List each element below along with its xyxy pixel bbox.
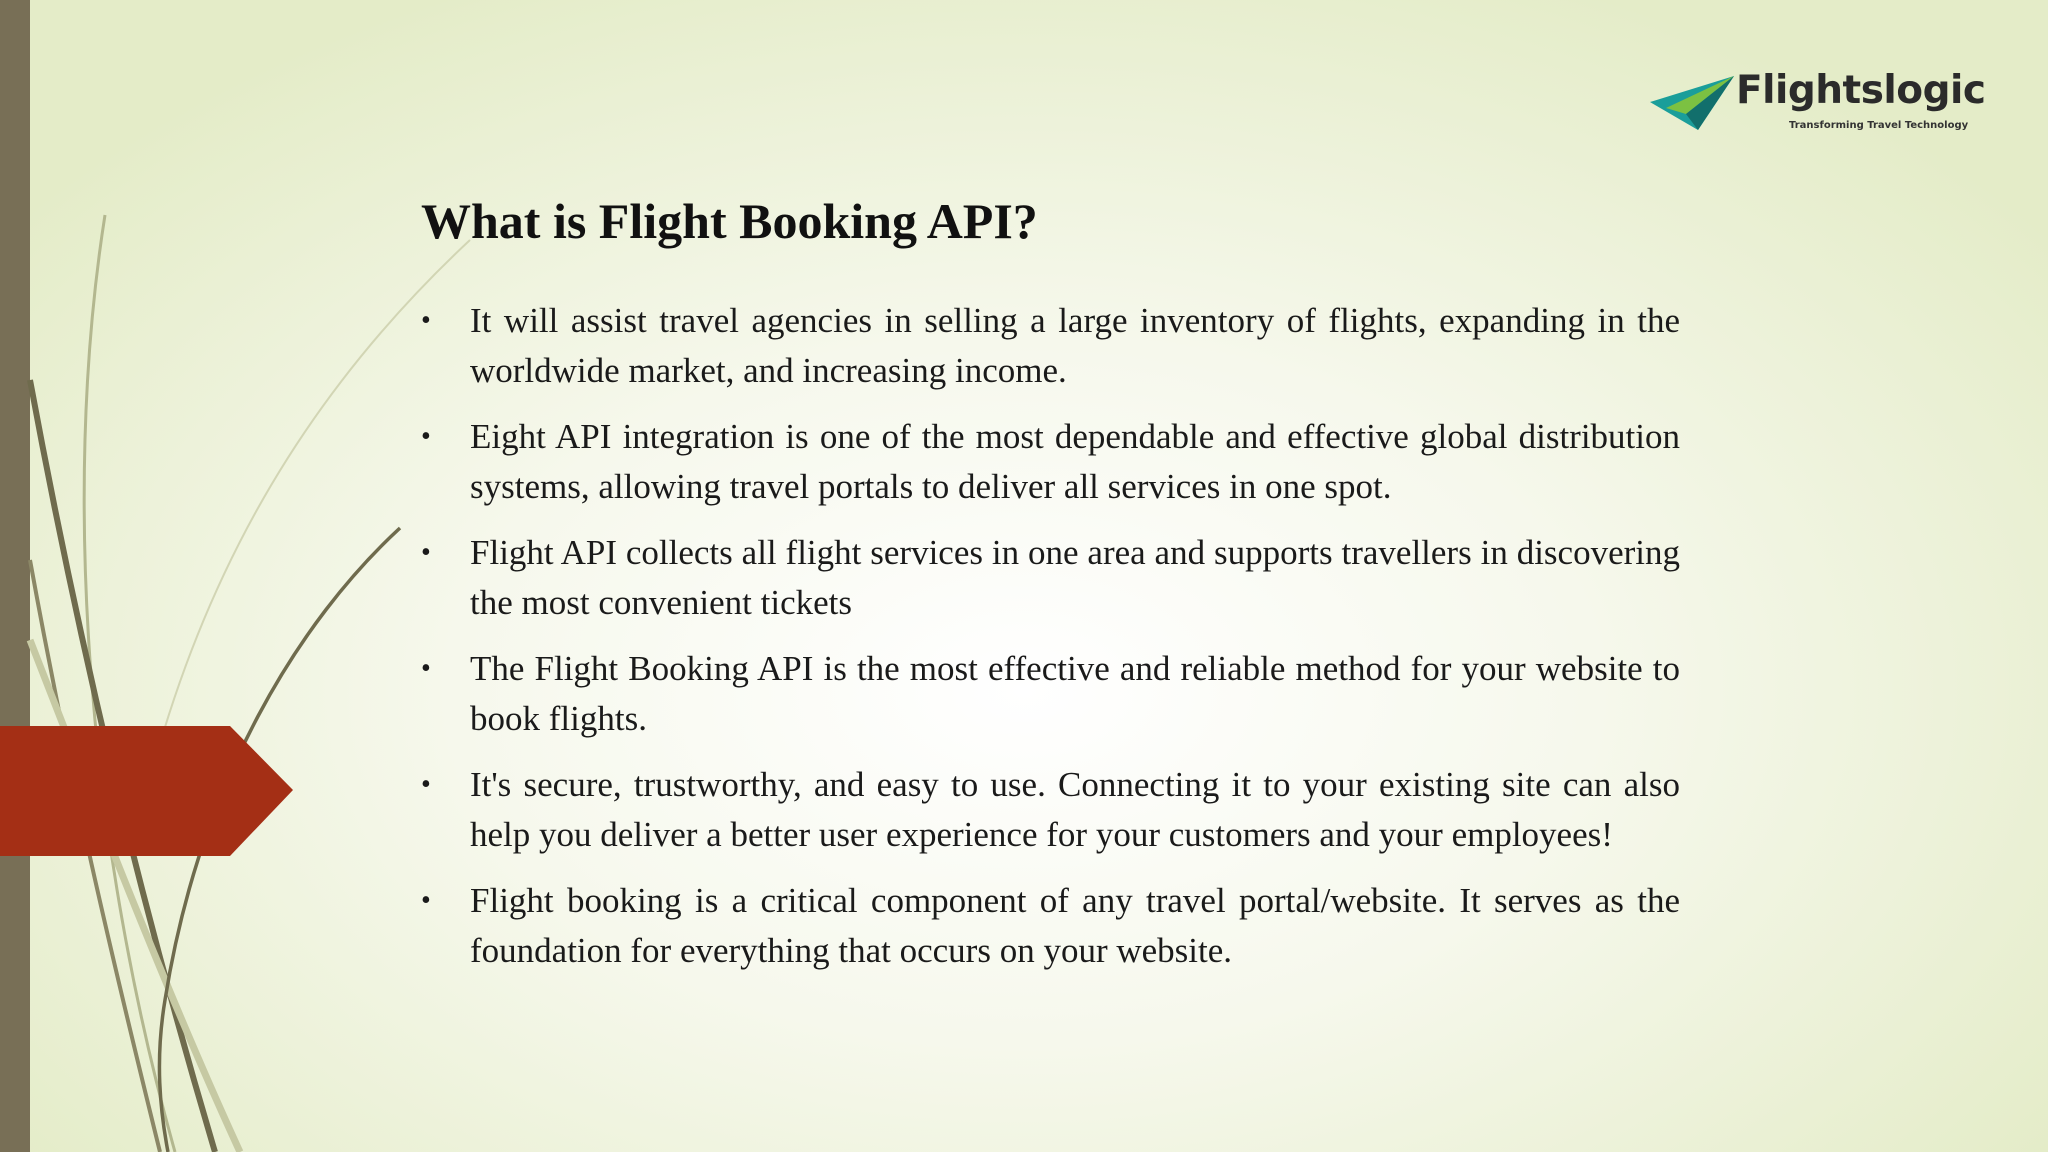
arrow-tab-shape	[0, 0, 300, 1152]
bullet-item	[421, 644, 1680, 743]
bullet-item	[421, 760, 1680, 859]
slide-title: What is Flight Booking API?	[421, 193, 1038, 249]
bullet-text: The Flight Booking API is the most effective and reliable method for your website to book flights.	[470, 649, 1680, 738]
bullet-item	[421, 412, 1680, 511]
bullet-marker: •	[421, 885, 431, 916]
flightslogic-logo	[1650, 68, 1986, 138]
bullet-marker: •	[421, 305, 431, 336]
bullet-text: Eight API integration is one of the most dependable and effective global distribution systems, allowing travel portals to deliver all services in one spot.	[470, 417, 1680, 506]
bullet-marker: •	[421, 421, 431, 452]
bullet-item	[421, 876, 1680, 975]
bullet-item	[421, 296, 1680, 395]
bullet-text: It's secure, trustworthy, and easy to use. Connecting it to your existing site can also help you deliver a better user experience for your customers and your employees!	[470, 765, 1680, 854]
logo-tagline: Transforming Travel Technology	[1789, 120, 1969, 131]
bullet-text: Flight booking is a critical component of any travel portal/website. It serves as the foundation for everything that occurs on your website.	[470, 881, 1680, 970]
paper-plane-icon	[1650, 72, 1734, 134]
bullet-text: Flight API collects all flight services in one area and supports travellers in discovering the most convenient tickets	[470, 533, 1680, 622]
bullet-marker: •	[421, 769, 431, 800]
bullet-marker: •	[421, 537, 431, 568]
bullet-list	[421, 296, 1680, 992]
bullet-text: It will assist travel agencies in selling a large inventory of flights, expanding in the worldwide market, and increasing income.	[470, 301, 1680, 390]
bullet-item	[421, 528, 1680, 627]
bullet-marker: •	[421, 653, 431, 684]
logo-wordmark: Flightslogic	[1736, 68, 1986, 113]
